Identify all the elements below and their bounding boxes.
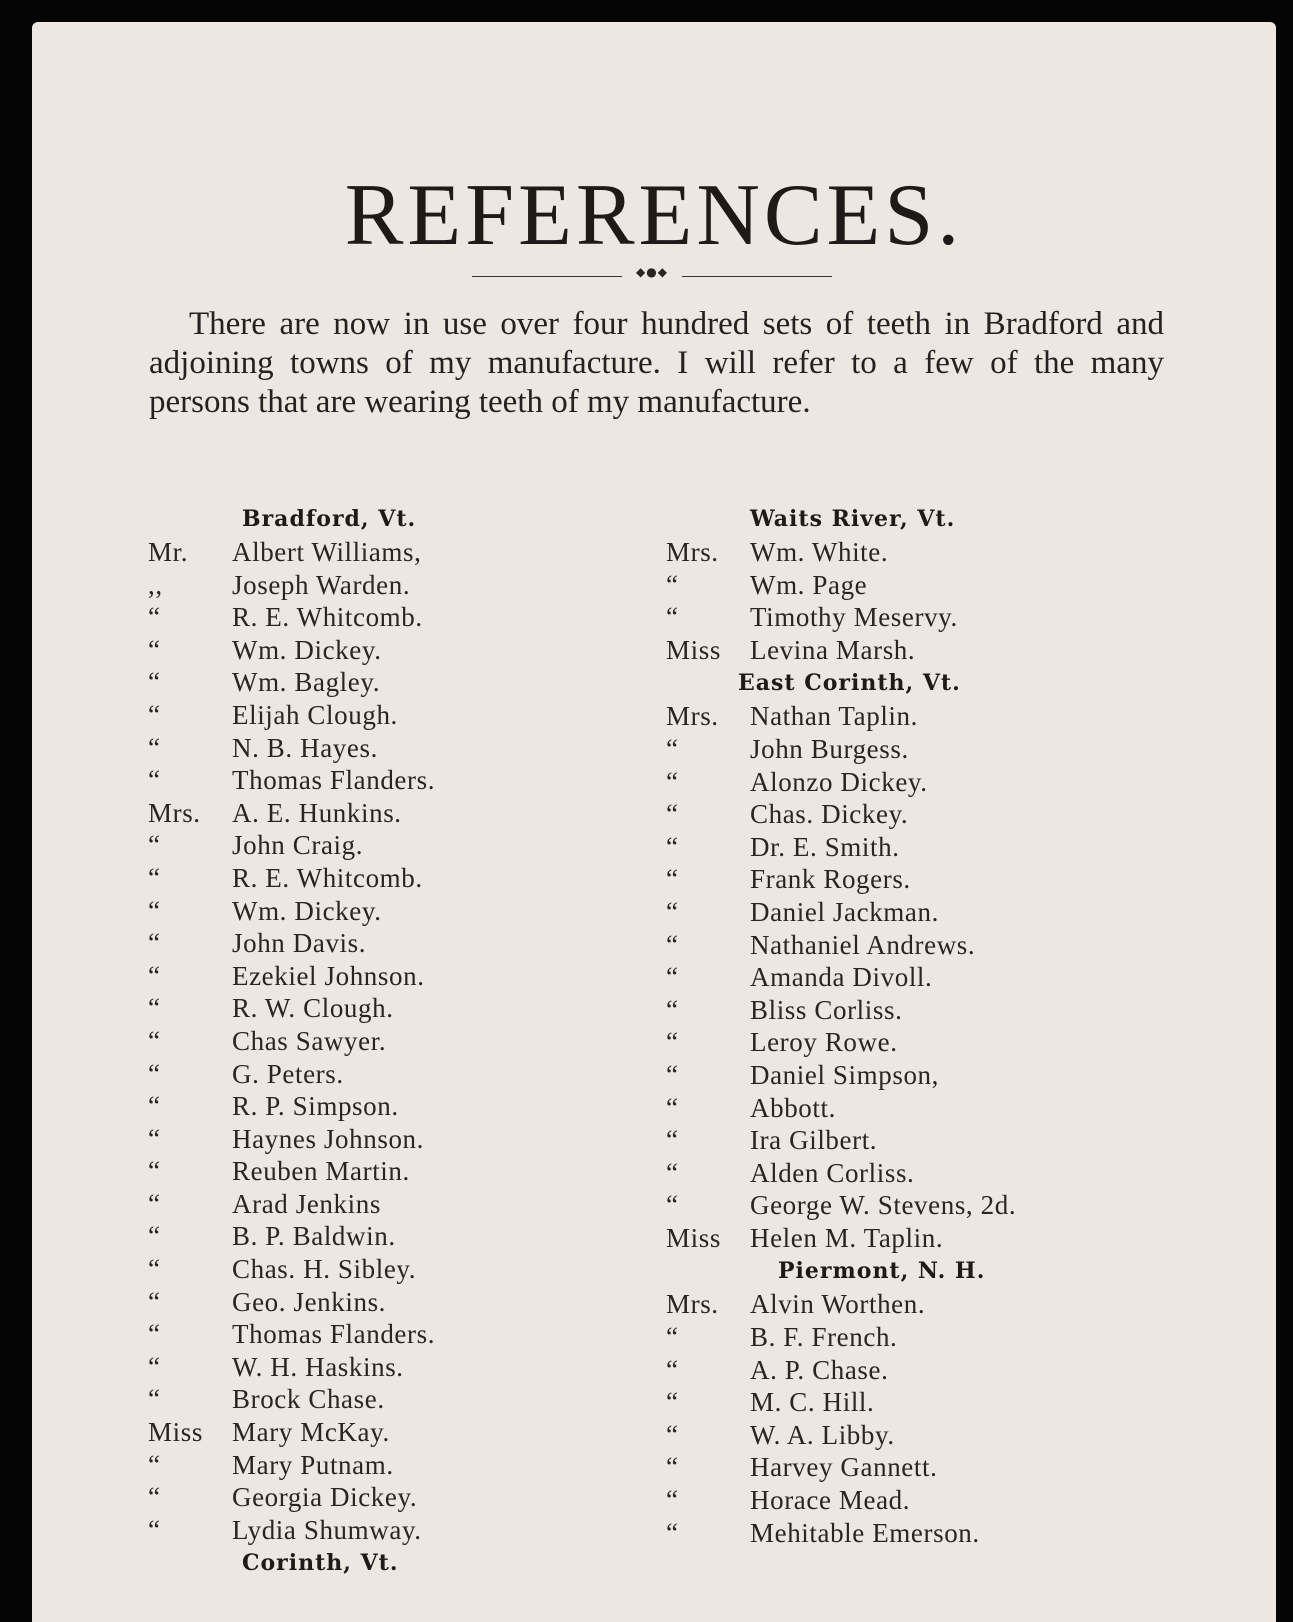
entry-prefix: “ [148,732,161,763]
entry-name: Georgia Dickey. [232,1482,418,1513]
list-item [148,1090,628,1123]
list-item [666,733,1186,766]
entry-name: G. Peters. [232,1058,344,1089]
entry-prefix: “ [148,1221,161,1252]
left-column [148,502,628,1580]
list-item [148,960,628,993]
entry-prefix: “ [666,1387,679,1418]
list-item [666,1059,1186,1092]
entry-prefix: “ [666,1419,679,1450]
entry-name: Amanda Divoll. [750,962,933,993]
entry-name: B. F. French. [750,1322,898,1353]
page-title: REFERENCES. [344,167,964,264]
list-item [148,1155,628,1188]
entry-prefix: Mrs. [666,1289,719,1320]
entry-prefix: “ [148,602,161,633]
entry-prefix: “ [148,1123,161,1154]
entry-prefix: “ [148,1351,161,1382]
entry-name: Joseph Warden. [232,569,411,600]
entry-name: Reuben Martin. [232,1156,410,1187]
entry-name: Thomas Flanders. [232,1319,436,1350]
list-item [666,896,1186,929]
list-item [148,1253,628,1286]
list-item [148,1058,628,1091]
entry-name: Chas. H. Sibley. [232,1254,417,1285]
section-heading: East Corinth, Vt. [738,670,961,697]
entry-name: Abbott. [750,1092,836,1123]
entry-name: Alden Corliss. [750,1157,915,1188]
entry-prefix: Mrs. [666,537,719,567]
entry-prefix: “ [666,1190,679,1221]
entry-name: Wm. Bagley. [232,667,381,698]
entry-name: Thomas Flanders. [232,765,436,796]
entry-name: R. P. Simpson. [232,1091,399,1122]
entry-name: John Davis. [232,928,367,959]
entry-name: Ira Gilbert. [750,1125,878,1156]
entry-prefix: “ [666,733,679,764]
entry-name: Alonzo Dickey. [750,766,928,797]
list-item [666,1517,1186,1550]
entry-prefix: “ [148,1188,161,1219]
list-item [148,1351,628,1384]
entry-name: Arad Jenkins [232,1188,381,1219]
entry-prefix: “ [666,1027,679,1058]
entry-prefix: “ [666,1059,679,1090]
entry-name: B. P. Baldwin. [232,1221,396,1252]
entry-name: M. C. Hill. [750,1387,875,1418]
section-heading: Waits River, Vt. [750,506,956,532]
list-item [148,666,628,699]
entry-prefix: Mrs. [666,701,719,732]
entry-prefix: “ [666,1322,679,1353]
list-item [666,1222,1186,1255]
entry-prefix: “ [148,1091,161,1122]
list-item [148,601,628,634]
entry-prefix: “ [666,962,679,993]
list-item [148,1286,628,1319]
list-item [148,1449,628,1482]
entry-prefix: “ [666,1354,679,1385]
list-item [666,766,1186,799]
entry-name: George W. Stevens, 2d. [750,1190,1017,1221]
list-item [148,895,628,928]
entry-prefix: “ [666,1452,679,1483]
list-item [666,1124,1186,1157]
entry-name: Mary McKay. [232,1417,390,1448]
entry-prefix: “ [666,602,679,633]
entry-prefix: “ [666,1485,679,1516]
entry-prefix: “ [148,1058,161,1089]
entry-name: R. E. Whitcomb. [232,602,423,633]
entry-name: Dr. E. Smith. [750,831,900,862]
list-item [666,634,1186,667]
entry-prefix: Miss [666,634,721,665]
entry-name: Horace Mead. [750,1485,911,1516]
list-item [666,1288,1186,1321]
entry-prefix: “ [666,929,679,960]
list-item [148,992,628,1025]
entry-name: A. P. Chase. [750,1354,889,1385]
entry-name: Timothy Meservy. [750,602,958,633]
list-item [666,831,1186,864]
entry-name: Chas Sawyer. [232,1025,387,1056]
entry-name: Chas. Dickey. [750,799,909,830]
entry-prefix: “ [666,569,679,600]
list-item [148,1514,628,1547]
entry-name: Nathaniel Andrews. [750,929,976,960]
entry-prefix: “ [148,960,161,991]
list-item [666,1484,1186,1517]
entry-name: Daniel Jackman. [750,896,939,927]
entry-prefix: “ [148,1482,161,1513]
list-item [148,569,628,602]
entry-name: N. B. Hayes. [232,732,378,763]
entry-name: Ezekiel Johnson. [232,960,425,991]
entry-prefix: “ [666,1157,679,1188]
entry-prefix: “ [148,667,161,698]
list-item [666,994,1186,1027]
entry-name: Harvey Gannett. [750,1452,938,1483]
entry-prefix: “ [148,634,161,665]
entry-prefix: “ [148,1319,161,1350]
entry-name: Wm. Dickey. [232,895,382,926]
list-item [666,700,1186,733]
entry-name: Mary Putnam. [232,1449,394,1480]
entry-name: Bliss Corliss. [750,994,903,1025]
entry-prefix: “ [666,994,679,1025]
entry-prefix: ,, [148,569,163,600]
entry-prefix: “ [148,928,161,959]
entry-prefix: Mr. [148,537,189,567]
list-item [666,1354,1186,1387]
list-item [666,798,1186,831]
reference-card [32,22,1276,1622]
entry-name: Haynes Johnson. [232,1123,424,1154]
entry-name: John Burgess. [750,733,909,764]
entry-name: W. H. Haskins. [232,1351,404,1382]
entry-prefix: “ [666,1125,679,1156]
entry-name: A. E. Hunkins. [232,797,402,828]
list-item [148,699,628,732]
list-item [666,601,1186,634]
entry-name: Leroy Rowe. [750,1027,898,1058]
entry-name: Wm. Dickey. [232,634,382,665]
list-item [666,929,1186,962]
entry-name: W. A. Libby. [750,1419,895,1450]
entry-name: Alvin Worthen. [750,1289,926,1320]
entry-prefix: “ [666,1092,679,1123]
entry-prefix: Mrs. [148,797,201,828]
entry-prefix: “ [666,766,679,797]
entry-name: Wm. Page [750,569,868,600]
list-item [148,536,628,569]
list-item [666,1189,1186,1222]
entry-name: R. E. Whitcomb. [232,862,423,893]
entry-name: Mehitable Emerson. [750,1517,980,1548]
entry-prefix: “ [148,1286,161,1317]
entry-prefix: “ [148,1514,161,1545]
list-item [148,1188,628,1221]
list-item [666,1386,1186,1419]
entry-prefix: “ [148,1025,161,1056]
entry-name: Nathan Taplin. [750,701,918,732]
entry-name: Levina Marsh. [750,634,916,665]
list-item [666,1321,1186,1354]
entry-prefix: “ [148,699,161,730]
entry-prefix: Miss [666,1222,721,1253]
list-item [666,569,1186,602]
entry-name: Brock Chase. [232,1384,385,1415]
entry-prefix: “ [666,799,679,830]
reference-list [148,536,628,1546]
list-item [148,1318,628,1351]
list-item [148,732,628,765]
list-item [148,634,628,667]
list-item [148,1220,628,1253]
entry-name: Frank Rogers. [750,864,911,895]
list-item [148,1025,628,1058]
entry-prefix: “ [148,830,161,861]
entry-prefix: “ [148,765,161,796]
intro-paragraph: There are now in use over four hundred sets of teeth in Bradford and adjoining towns of my manufacture. I will refer to a few of the many persons that are wearing teeth of my manufacture. [149,306,1164,420]
entry-name: Geo. Jenkins. [232,1286,387,1317]
list-item [148,927,628,960]
list-item [148,1123,628,1156]
list-item [148,829,628,862]
list-item [148,1383,628,1416]
list-item [666,863,1186,896]
entry-prefix: “ [666,896,679,927]
entry-name: Elijah Clough. [232,699,398,730]
entry-prefix: “ [666,864,679,895]
section-heading: Corinth, Vt. [242,1550,399,1577]
list-item [666,1451,1186,1484]
entry-prefix: “ [148,1384,161,1415]
entry-prefix: “ [148,895,161,926]
entry-name: John Craig. [232,830,364,861]
entry-prefix: “ [148,1156,161,1187]
list-item [148,862,628,895]
entry-name: Lydia Shumway. [232,1514,422,1545]
list-item [666,1419,1186,1452]
right-column [666,502,1186,1549]
section-heading: Piermont, N. H. [778,1258,986,1285]
entry-prefix: Miss [148,1417,203,1448]
entry-name: R. W. Clough. [232,993,394,1024]
entry-prefix: “ [148,1254,161,1285]
list-item [148,1481,628,1514]
list-item [148,1416,628,1449]
list-item [666,1092,1186,1125]
entry-name: Helen M. Taplin. [750,1222,944,1253]
entry-prefix: “ [148,862,161,893]
list-item [148,797,628,830]
entry-name: Albert Williams, [232,537,422,567]
list-item [666,536,1186,569]
entry-prefix: “ [148,993,161,1024]
entry-name: Daniel Simpson, [750,1059,939,1090]
section-heading: Bradford, Vt. [242,506,417,532]
list-item [666,1157,1186,1190]
list-item [148,764,628,797]
entry-prefix: “ [148,1449,161,1480]
list-item [666,961,1186,994]
list-item [666,1026,1186,1059]
title-ornament: ◆●◆ [472,272,832,282]
entry-name: Wm. White. [750,537,889,567]
entry-prefix: “ [666,831,679,862]
entry-prefix: “ [666,1517,679,1548]
